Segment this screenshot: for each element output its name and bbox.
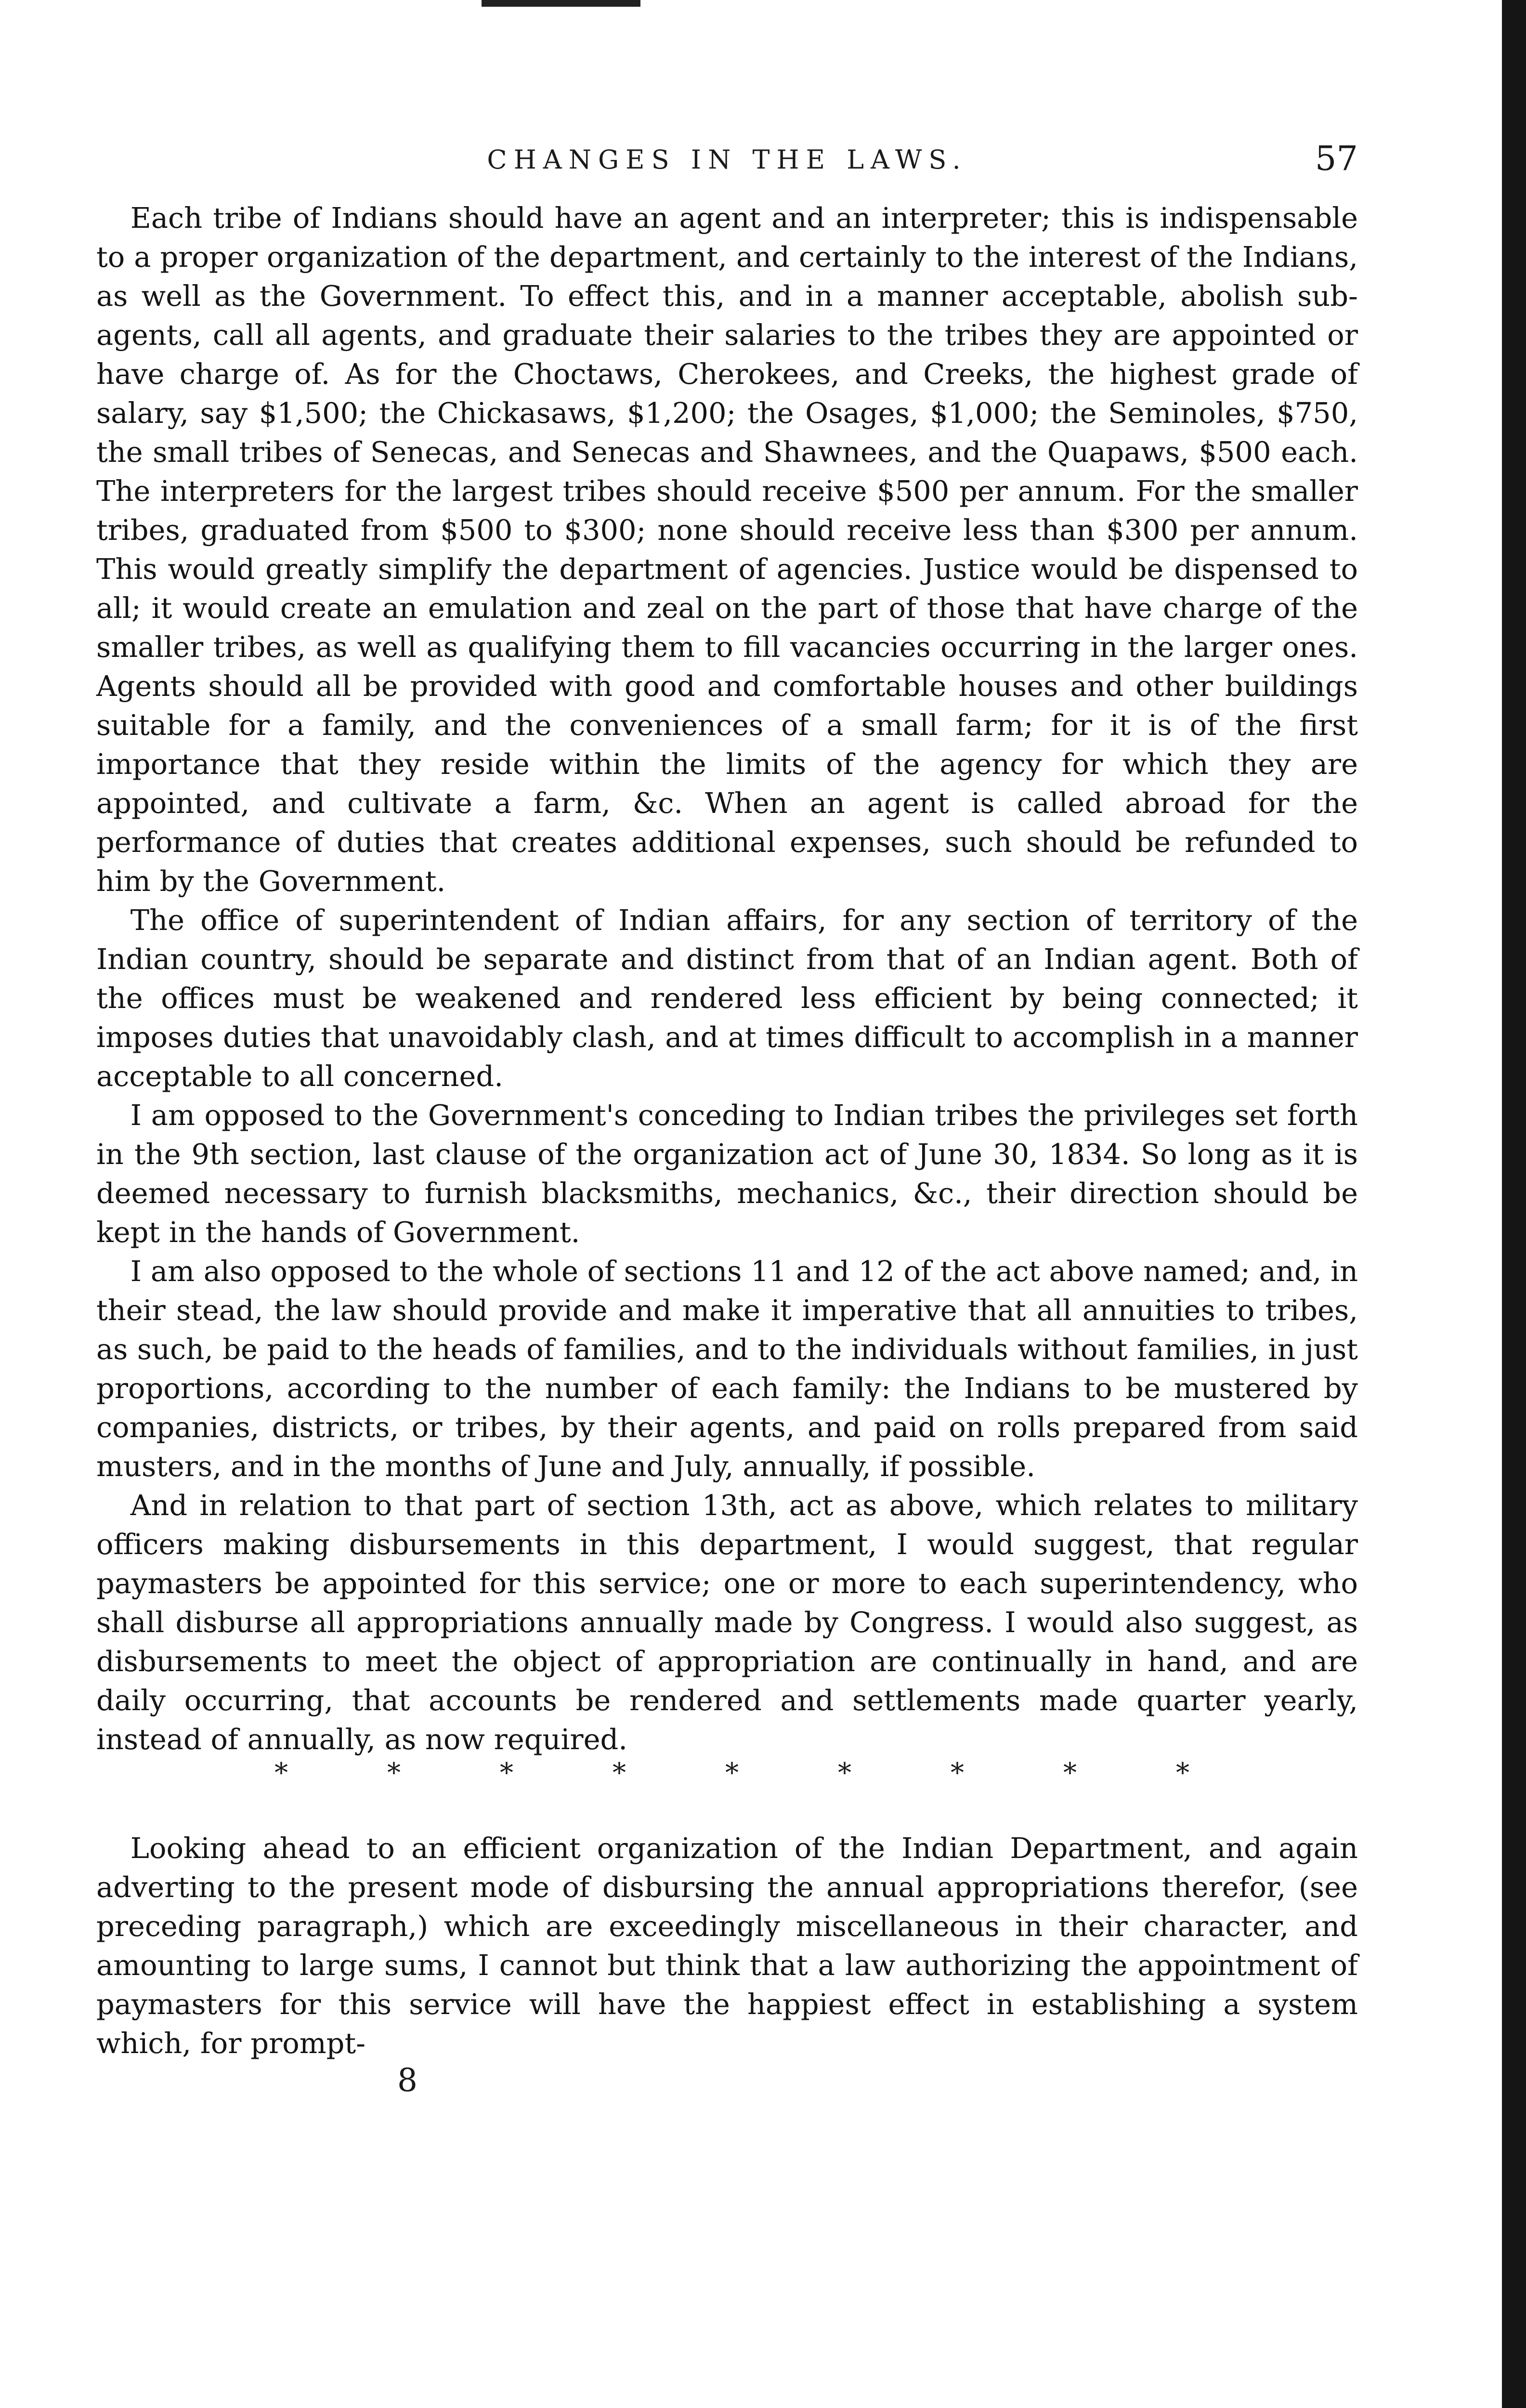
separator-asterisk: * [387, 1757, 401, 1789]
paragraph-agents-and-interpreters: Each tribe of Indians should have an agent and an interpreter; this is indispensable to a proper organization of the department, and certainly to the interest of the Indians, as well as the Government. To effect this, and in a manner acceptable, abolish sub-agents, call all agents, and graduate their salaries to the tribes they are appointed or have charge of. As for the Choctaws, Cherokees, and Creeks, the highest grade of salary, say $1,500; the Chickasaws, $1,200; the Osages, $1,000; the Seminoles, $750, the small tribes of Senecas, and Senecas and Shawnees, and the Quapaws, $500 each. The interpreters for the largest tribes should receive $500 per annum. For the smaller tribes, graduated from $500 to $300; none should receive less than $300 per annum. This would greatly simplify the department of agencies. Justice would be dispensed to all; it would create an emulation and zeal on the part of those that have charge of the smaller tribes, as well as qualifying them to fill vacancies occurring in the larger ones. Agents should all be provided with good and comfortable houses and other buildings suitable for a family, and the conveniences of a small farm; for it is of the first importance that they reside within the limits of the agency for which they are appointed, and cultivate a farm, &c. When an agent is called abroad for the performance of duties that creates additional expenses, such should be refunded to him by the Government. [96, 201, 1358, 898]
body-text [96, 198, 1358, 2098]
separator-asterisk: * [274, 1757, 288, 1789]
separator-asterisk: * [500, 1757, 513, 1789]
separator-asterisk: * [1176, 1757, 1189, 1789]
asterisk-separator [274, 1759, 1189, 1788]
separator-asterisk: * [1063, 1757, 1077, 1789]
page-number: 57 [1315, 139, 1358, 178]
separator-asterisk: * [951, 1757, 964, 1789]
running-header [96, 120, 1358, 193]
paragraph-sections-11-12: I am also opposed to the whole of sections 11 and 12 of the act above named; and, in their stead, the law should provide and make it imperative that all annuities to tribes, as such, be paid to the heads of families, and to the individuals without families, in just proportions, according to the number of each family: the Indians to be mustered by companies, districts, or tribes, by their agents, and paid on rolls prepared from said musters, and in the months of June and July, annually, if possible. [96, 1255, 1358, 1483]
signature-mark: 8 [397, 2062, 417, 2099]
page-edge-shadow [1502, 0, 1526, 2408]
book-page [96, 120, 1358, 2098]
separator-asterisk: * [838, 1757, 851, 1789]
paragraph-section-13-paymasters: And in relation to that part of section 13th, act as above, which relates to military officers making disbursements in this department, I would suggest, that regular paymasters be appointed for this service; one or more to each superintendency, who shall disburse all appropriations annually made by Congress. I would also suggest, as disbursements to meet the object of appropriation are continually in hand, and are daily occurring, that accounts be rendered and settlements made quarter yearly, instead of annually, as now required. [96, 1489, 1358, 1756]
paragraph-paymasters-organization: Looking ahead to an efficient organization of the Indian Department, and again adverting to the present mode of disbursing the annual appropriations therefor, (see preceding paragraph,) which are exceedingly miscellaneous in their character, and amounting to large sums, I cannot but think that a law authorizing the appointment of paymasters for this service will have the happiest effect in establishing a system which, for prompt- [96, 1832, 1358, 2060]
separator-asterisk: * [725, 1757, 739, 1789]
separator-asterisk: * [613, 1757, 626, 1789]
running-title: CHANGES IN THE LAWS. [487, 144, 967, 175]
page-top-edge-mark [482, 0, 640, 7]
paragraph-ninth-section: I am opposed to the Government's conceding to Indian tribes the privileges set forth in the 9th section, last clause of the organization act of June 30, 1834. So long as it is deemed necessary to furnish blacksmiths, mechanics, &c., their direction should be kept in the hands of Government. [96, 1099, 1358, 1249]
paragraph-superintendent-office: The office of superintendent of Indian affairs, for any section of territory of the Indian country, should be separate and distinct from that of an Indian agent. Both of the offices must be weakened and rendered less efficient by being connected; it imposes duties that unavoidably clash, and at times difficult to accomplish in a manner acceptable to all concerned. [96, 903, 1358, 1093]
